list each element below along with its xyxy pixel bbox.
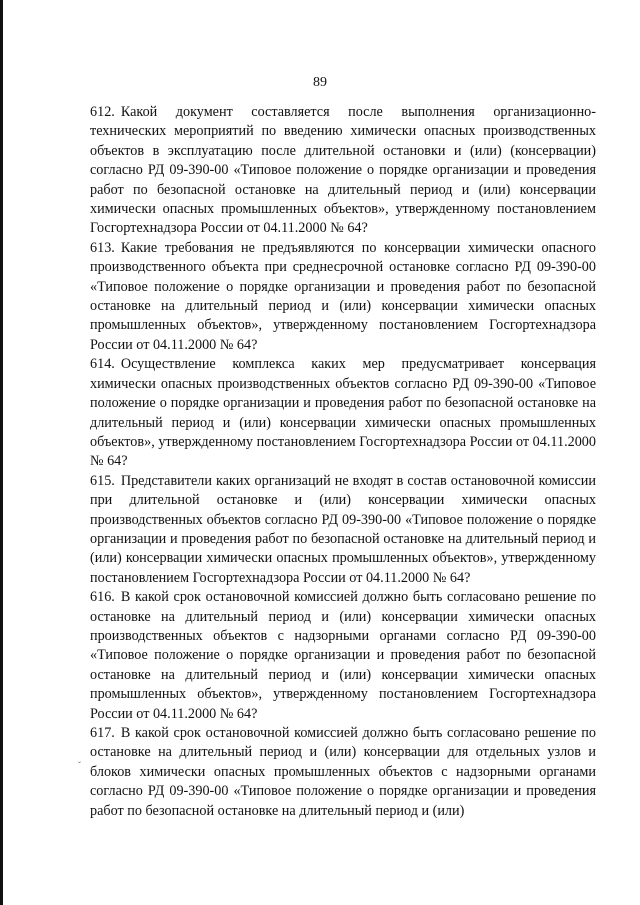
scan-speck: ˇ bbox=[78, 760, 81, 770]
question-number: 613. bbox=[90, 239, 115, 256]
question-text: Какие требования не предъявляются по консервации химически опасного производственного объекта при среднесрочной остановке согласно РД 09-390-00 «Типовое положение о порядке организации и проведения работ по безопасной остановке на длительный период и (или) консервации химически опасных промышленных объектов», утвержденному постановлением Госгортехнадзора России от 04.11.2000 № 64? bbox=[90, 239, 596, 353]
question-text: В какой срок остановочной комиссией должно быть согласовано решение по остановке на длительный период и (или) консервации для отдельных узлов и блоков химически опасных промышленных объектов с надзорными органами согласно РД 09-390-00 «Типовое положение о порядке организации и проведения работ по безопасной остановке на длительный период и (или) bbox=[90, 725, 596, 819]
question-617 bbox=[90, 724, 596, 821]
question-text: Представители каких организаций не входят в состав остановочной комиссии при длительной остановке и (или) консервации химически опасных производственных объектов согласно РД 09-390-00 «Типовое положение о порядке организации и проведения работ по безопасной остановке на длительный период и (или) консервации химически опасных промышленных объектов», утвержденному постановлением Госгортехнадзора России от 04.11.2000 № 64? bbox=[90, 472, 596, 586]
question-number: 616. bbox=[90, 589, 115, 606]
question-615 bbox=[90, 472, 596, 588]
question-number: 617. bbox=[90, 725, 115, 741]
question-616 bbox=[90, 588, 596, 724]
question-text: Какой документ составляется после выполнения организационно-технических мероприятий по введению химически опасных производственных объектов в эксплуатацию после длительной остановки и (или) (консервации) согласно РД 09-390-00 «Типовое положение о порядке организации и проведения работ по безопасной остановке на длительный период и (или) консервации химически опасных промышленных объектов», утвержденному постановлением Госгортехнадзора России от 04.11.2000 № 64? bbox=[90, 104, 596, 237]
question-613 bbox=[90, 239, 596, 355]
questions-list bbox=[90, 103, 596, 821]
question-text: Осуществление комплекса каких мер предусматривает консервация химически опасных производственных объектов согласно РД 09-390-00 «Типовое положение о порядке организации и проведения работ по безопасной остановке на длительный период и (или) консервации химически опасных промышленных объектов», утвержденному постановлением Госгортехнадзора России от 04.11.2000 № 64? bbox=[90, 356, 596, 470]
question-number: 614. bbox=[90, 356, 115, 373]
question-614 bbox=[90, 355, 596, 471]
page-number: 89 bbox=[313, 75, 327, 90]
question-text: В какой срок остановочной комиссией должно быть согласовано решение по остановке на длительный период и (или) консервации химически опасных производственных объектов с надзорными органами согласно РД 09-390-00 «Типовое положение о порядке организации и проведения работ по безопасной остановке на длительный период и (или) консервации химически опасных промышленных объектов», утвержденному постановлением Госгортехнадзора России от 04.11.2000 № 64? bbox=[90, 589, 596, 722]
question-612 bbox=[90, 103, 596, 239]
scan-edge bbox=[0, 0, 3, 905]
question-number: 615. bbox=[90, 472, 115, 489]
question-number: 612. bbox=[90, 104, 115, 120]
